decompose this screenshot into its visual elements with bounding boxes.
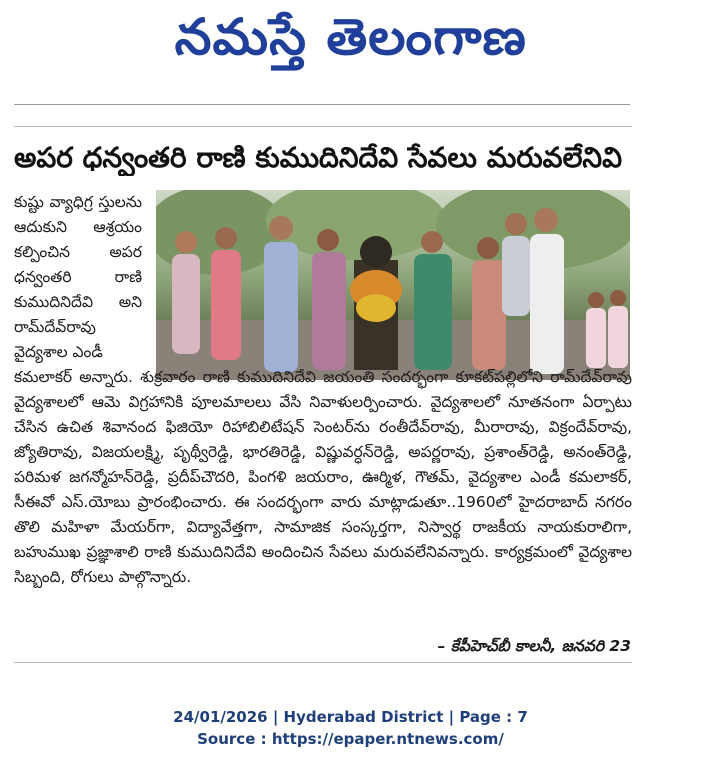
article-body — [14, 190, 632, 590]
bottom-divider — [14, 662, 632, 663]
article-main-text-block — [14, 365, 632, 590]
dateline-strip-cropped — [14, 92, 630, 105]
footer-date-location: 24/01/2026 | Hyderabad District | Page : 7 — [173, 708, 528, 726]
newspaper-logo: నమస్తే తెలంగాణ — [174, 8, 527, 66]
article-intro-text: కుష్టు వ్యాధిగ్ర స్తులను ఆదుకుని ఆశ్రయం కల్పించిన అపర ధన్వంతరి రాణి కుముదినిదేవి అని రామ్‌దేవ్‌రావు వైద్యశాల ఎండీ — [14, 193, 142, 361]
footer-source: Source : https://epaper.ntnews.com/ — [197, 730, 504, 748]
article-intro-column — [14, 190, 142, 365]
divider — [14, 126, 632, 127]
page-footer — [0, 706, 701, 750]
article-main-text: కమలాకర్ అన్నారు. శుక్రవారం రాణి కుముదినిదేవి జయంతి సందర్భంగా కూకట్‌పల్లిలోని రామ్‌దేవ్‌రావు వైద్యశాలలో ఆమె విగ్రహానికి పూలమాలలు వేసి నివాళులర్పించారు. వైద్యశాలలో నూతనంగా ఏర్పాటు చేసిన ఉచిత శివానంద ఫిజియో రిహాబిలిటేషన్ సెంటర్‌ను రంతీదేవ్‌రావు, మీరారావు, విక్రందేవ్‌రావు, జ్యోతిరావు, విజయలక్ష్మి, పృథ్వీరెడ్డి, భారతిరెడ్డి, విష్ణువర్ధన్‌రెడ్డి, అపర్ణరావు, ప్రశాంత్‌రెడ్డి, అనంత్‌రెడ్డి, పరిమళ జగన్మోహన్‌రెడ్డి, ప్రదీప్‌చౌదరి, పింగళి జయరాం, ఊర్మిళ, గౌతమ్, వైద్యశాల ఎండీ కమలాకర్, సీఈవో ఎస్.యోబు ప్రారంభించారు. ఈ సందర్భంగా వారు మాట్లాడుతూ..1960లో హైదరాబాద్ నగరం తొలి మహిళా మేయర్‌గా, విద్యావేత్తగా, సామాజిక సంస్కర్తగా, నిస్వార్థ రాజకీయ నాయకురాలిగా, బహుముఖ ప్రజ్ఞాశాలి రాణి కుముదినిదేవి అందించిన సేవలు మరువలేనివన్నారు. కార్యక్రమంలో వైద్యశాల సిబ్బంది, రోగులు పాల్గొన్నారు. — [14, 368, 632, 586]
article-byline: – కేపీహెచ్‌బీ కాలనీ, జనవరి 23 — [437, 637, 631, 655]
masthead — [0, 0, 701, 86]
article-headline: అపర ధన్వంతరి రాణి కుముదినిదేవి సేవలు మరువలేనివి — [14, 141, 622, 174]
